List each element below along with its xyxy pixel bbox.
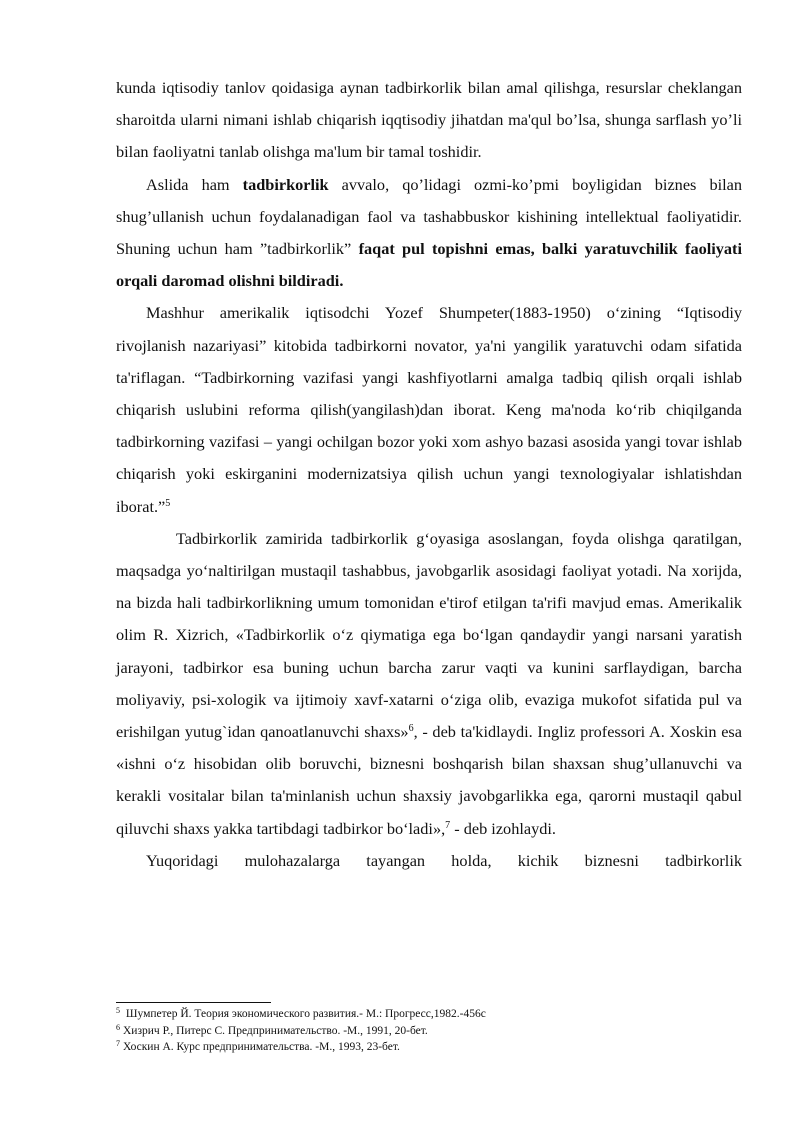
bold-text: faqat pul topishni emas, balki yaratuvchilik faoliyati orqali daromad olishni bildiradi. (116, 239, 742, 291)
text-run: Tadbirkorlik zamirida tadbirkorlik g‘oyasiga asoslangan, foyda olishga qaratilgan, maqsadga yo‘naltirilgan mustaqil tashabbus, javobgarlik asosidagi faoliyat yotadi. Na xorijda, na bizda hali tadbirkorlikning umum tomonidan e'tirof etilgan ta'rifi mavjud emas. Amerikalik olim R. Xizrich, «Tadbirkorlik o‘z qiymatiga ega bo‘lgan qandaydir yangi narsani yaratish jarayoni, tadbirkor esa buning uchun barcha zarur vaqti va kunini sarflaydigan, barcha moliyaviy, psi-xologik va ijtimoiy xavf-xatarni o‘ziga olib, evaziga mukofot sifatida pul va erishilgan yutug`idan qanoatlanuvchi shaxs» (116, 528, 742, 742)
footnotes (116, 1006, 742, 1056)
footnote-5 (116, 1006, 742, 1023)
footnote-text: Хизрич Р., Питерс С. Предпринимательство. -М., 1991, 20-бет. (123, 1024, 428, 1037)
paragraph-4 (116, 523, 742, 845)
paragraph-2 (116, 169, 742, 298)
text-run: kunda iqtisodiy tanlov qoidasiga aynan tadbirkorlik bilan amal qilishga, resurslar cheklangan sharoitda ularni nimani ishlab chiqarish iqqtisodiy jihatdan ma'qul bo’lsa, shunga sarflash yo’li bilan faoliyatni tanlab olishga ma'lum bir tamal toshidir. (116, 78, 742, 162)
footnote-number: 5 (116, 1006, 120, 1015)
text-run: , - deb ta'kidlaydi. Ingliz professori A. Xoskin esa «ishni o‘z hisobidan olib boruvchi, biznesni boshqarish bilan shaxsan shug’ullanuvchi va kerakli vositalar bilan ta'minlanish uchun shaxsiy javobgarlikka ega, qarorni mustaqil qabul qiluvchi shaxs yakka tartibdagi tadbirkor bo‘ladi», (116, 722, 742, 838)
footnote-7 (116, 1039, 742, 1056)
bold-text: tadbirkorlik (242, 174, 329, 194)
footnote-6 (116, 1023, 742, 1040)
text-run: Aslida ham (146, 174, 243, 194)
footnote-text: Шумпетер Й. Теория экономического развития.- М.: Прогресс,1982.-456с (123, 1008, 486, 1020)
footnote-text: Хоскин А. Курс предпринимательства. -М., 1993, 23-бет. (123, 1041, 400, 1053)
footnote-separator (116, 1002, 271, 1003)
paragraph-5 (116, 845, 742, 877)
text-run: Yuqoridagi mulohazalarga tayangan holda, kichik biznesni tadbirkorlik (146, 850, 742, 870)
footnote-ref: 5 (165, 497, 171, 509)
footnote-number: 6 (116, 1022, 120, 1032)
text-run: avvalo, qo’lidagi ozmi-ko’pmi boyligidan biznes bilan shug’ullanish uchun foydalanadigan faol va tashabbuskor kishining intellektual faoliyatidir. Shuning uchun ham ”tadbirkorlik” (116, 174, 742, 259)
paragraph-3 (116, 297, 742, 522)
footnote-number: 7 (116, 1039, 120, 1048)
text-run: - deb izohlaydi. (450, 818, 556, 838)
document-body (116, 72, 742, 877)
footnote-ref: 7 (445, 819, 451, 831)
paragraph-1 (116, 72, 742, 169)
footnote-ref: 6 (408, 723, 414, 735)
text-run: Mashhur amerikalik iqtisodchi Yozef Shumpeter(1883-1950) o‘zining “Iqtisodiy rivojlanish nazariyasi” kitobida tadbirkorni novator, ya'ni yangilik yaratuvchi odam sifatida ta'riflagan. “Tadbirkorning vazifasi yangi kashfiyotlarni amalga tadbiq qilish orqali ishlab chiqarish uslubini reforma qilish(yangilash)dan iborat. Keng ma'noda ko‘rib chiqilganda tadbirkorning vazifasi – yangi ochilgan bozor yoki xom ashyo bazasi asosida yangi tovar ishlab chiqarish yoki eskirganini modernizatsiya qilish uchun yangi texnologiyalar ishlatishdan iborat.” (116, 303, 742, 516)
